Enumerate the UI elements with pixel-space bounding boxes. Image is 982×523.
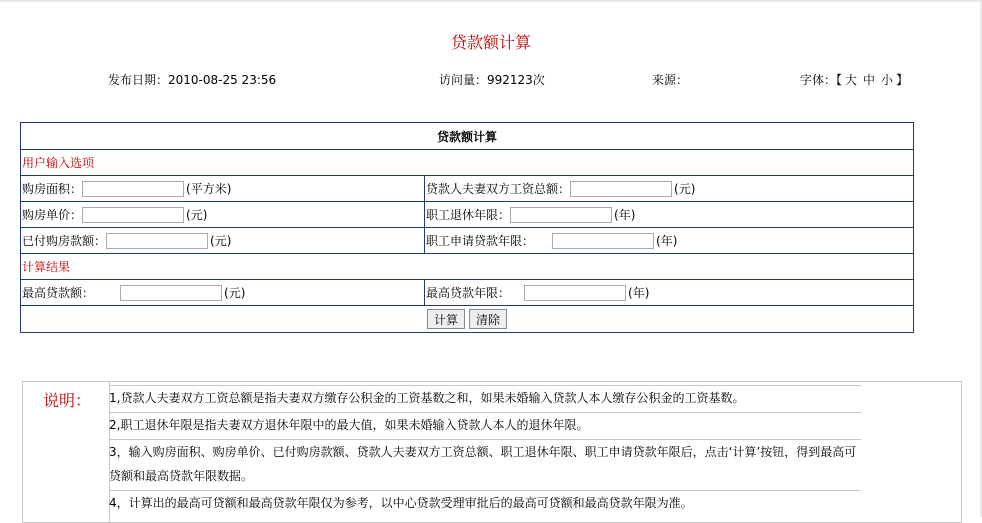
- font-size-small-link[interactable]: 小: [881, 73, 894, 87]
- note-item: 2,职工退休年限是指夫妻双方退休年限中的最大值，如果未婚输入贷款人本人的退休年限。: [109, 412, 861, 439]
- input-section-label: 用户输入选项: [22, 156, 95, 170]
- area-input[interactable]: [82, 181, 184, 197]
- font-size-selector: [800, 71, 908, 88]
- button-row: [21, 306, 913, 332]
- calc-row: [21, 280, 913, 306]
- note-item: 1,贷款人夫妻双方工资总额是指夫妻双方缴存公积金的工资基数之和，如果未婚输入贷款人本人缴存公积金的工资基数。: [109, 385, 861, 412]
- result-section-row: [21, 254, 913, 280]
- publish-date: 发布日期：2010-08-25 23:56: [108, 73, 277, 87]
- max-years-unit: (年): [628, 286, 650, 300]
- notes-panel: [22, 381, 962, 523]
- paid-label: 已付购房款额：: [22, 234, 107, 248]
- years-label: 职工申请贷款年限：: [426, 234, 535, 248]
- max-years-label: 最高贷款年限：: [426, 286, 511, 300]
- max-loan-unit: (元): [224, 286, 246, 300]
- price-label: 购房单价：: [22, 208, 83, 222]
- clear-button[interactable]: 清除: [469, 309, 507, 329]
- price-input[interactable]: [82, 207, 184, 223]
- font-size-medium-link[interactable]: 中: [863, 73, 876, 87]
- paid-input[interactable]: [106, 233, 208, 249]
- area-label: 购房面积：: [22, 182, 83, 196]
- notes-label: 说明：: [43, 391, 92, 410]
- page-title: 贷款额计算: [450, 33, 531, 52]
- font-size-close: 】: [896, 73, 909, 87]
- retire-label: 职工退休年限：: [426, 208, 511, 222]
- source-label: 来源：: [652, 73, 689, 87]
- area-unit: (平方米): [186, 182, 232, 196]
- font-size-label: 字体：【: [800, 73, 843, 87]
- salary-label: 贷款人夫妻双方工资总额：: [426, 182, 571, 196]
- note-item: 4，计算出的最高可贷额和最高贷款年限仅为参考，以中心贷款受理审批后的最高可贷额和最高贷款年限为准。: [109, 490, 861, 517]
- view-count: 访问量：992123次: [439, 73, 545, 87]
- calc-row: [21, 176, 913, 202]
- retire-input[interactable]: [510, 207, 612, 223]
- result-section-label: 计算结果: [22, 260, 71, 274]
- salary-input[interactable]: [570, 181, 672, 197]
- input-section-row: [21, 150, 913, 176]
- paid-unit: (元): [210, 234, 232, 248]
- loan-calculator-table: [20, 122, 914, 333]
- calc-header-row: [21, 123, 913, 150]
- calculate-button[interactable]: 计算: [427, 309, 465, 329]
- max-loan-input[interactable]: [120, 285, 222, 301]
- calc-row: [21, 228, 913, 254]
- max-years-input[interactable]: [524, 285, 626, 301]
- years-unit: (年): [656, 234, 678, 248]
- years-input[interactable]: [552, 233, 654, 249]
- price-unit: (元): [186, 208, 208, 222]
- page-top-border: [0, 0, 982, 2]
- note-item: 3，输入购房面积、购房单价、已付购房款额、贷款人夫妻双方工资总额、职工退休年限、职工申请贷款年限后，点击‘计算’按钮，得到最高可贷额和最高贷款年限数据。: [109, 439, 861, 490]
- retire-unit: (年): [614, 208, 636, 222]
- calc-header: 贷款额计算: [436, 129, 497, 144]
- max-loan-label: 最高贷款额：: [22, 286, 95, 300]
- font-size-large-link[interactable]: 大: [845, 73, 858, 87]
- salary-unit: (元): [674, 182, 696, 196]
- calc-row: [21, 202, 913, 228]
